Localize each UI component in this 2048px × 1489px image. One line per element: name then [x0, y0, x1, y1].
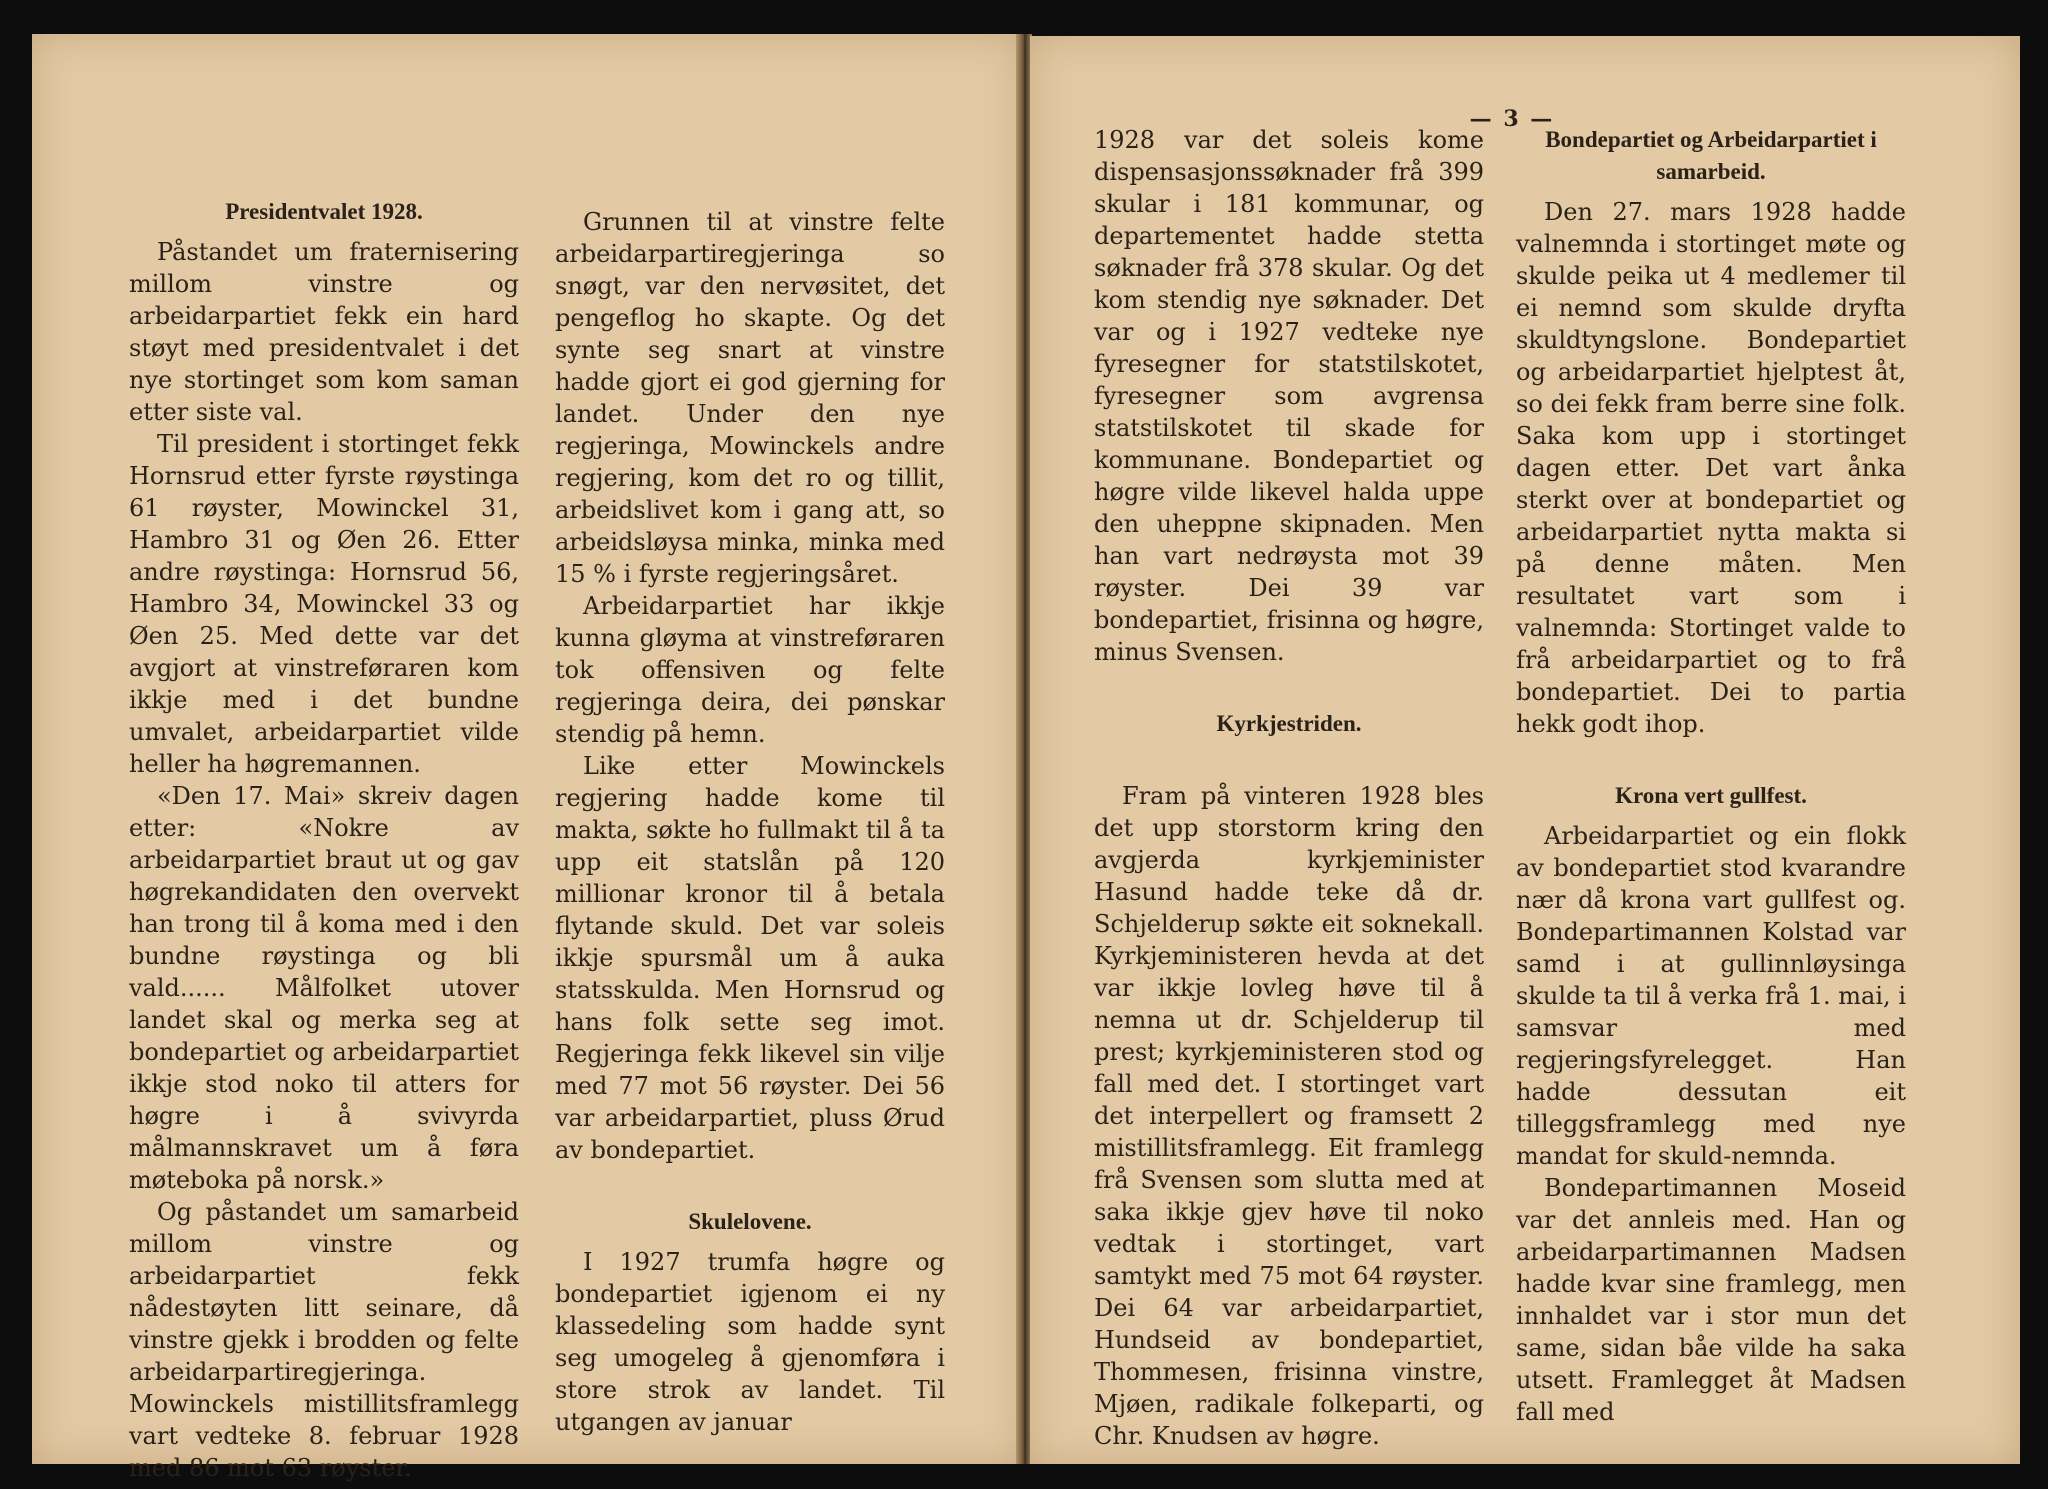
right-page-column-1: [1094, 124, 1484, 1452]
heading-kyrkjestriden: Kyrkjestriden.: [1216, 711, 1362, 736]
paragraph: 1928 var det soleis kome dispensasjonssøknader frå 399 skular i 181 kommunar, og departementet hadde stetta søknader frå 378 skular. Og det kom stendig nye søknader. Det var og i 1927 vedteke nye fyresegner for statstilskotet, fyresegner som avgrensa statstilskotet til skade for kommunane. Bondepartiet og høgre vilde likevel halda uppe den uheppne skipnaden. Men han vart nedrøysta mot 39 røyster. Dei 39 var bondepartiet, frisinna og høgre, minus Svensen.: [1094, 126, 1484, 666]
paragraph: Og påstandet um samarbeid millom vinstre og arbeidarpartiet fekk nådestøyten litt seinare, då vinstre gjekk i brodden og felte arbeidarpartiregjeringa. Mowinckels mistillitsframlegg vart vedteke 8. februar 1928 med 86 mot 63 røyster.: [129, 1198, 519, 1482]
heading-samarbeid: Bondepartiet og Arbeidarpartiet i samarbeid.: [1545, 127, 1877, 184]
left-page-column-1: [129, 196, 519, 1484]
paragraph: Arbeidarpartiet og ein flokk av bondepartiet stod kvarandre nær då krona vart gullfest og. Bondepartimannen Kolstad var samd i at gullinnløysinga skulde ta til å verka frå 1. mai, i samsvar med regjeringsfyrelegget. Han hadde dessutan eit tilleggsframlegg med nye mandat for skuld-nemnda.: [1516, 822, 1906, 1170]
paragraph: Grunnen til at vinstre felte arbeidarpartiregjeringa so snøgt, var den nervøsitet, det pengeflog ho skapte. Og det synte seg snart at vinstre hadde gjort ei god gjerning for landet. Under den nye regjeringa, Mowinckels andre regjering, kom det ro og tillit, arbeidslivet kom i gang att, so arbeidsløysa minka, minka med 15 % i fyrste regjeringsåret.: [555, 208, 945, 588]
paragraph: I 1927 trumfa høgre og bondepartiet igjenom ei ny klassedeling som hadde synt seg umogeleg å gjenomføra i store strok av landet. Til utgangen av januar: [555, 1248, 945, 1436]
page-number: — 3 —: [1469, 106, 1555, 132]
left-page: [32, 34, 1022, 1482]
paragraph: Til president i stortinget fekk Hornsrud etter fyrste røystinga 61 røyster, Mowinckel 31, Hambro 31 og Øen 26. Etter andre røystinga: Hornsrud 56, Hambro 34, Mowinckel 33 og Øen 25. Med dette var det avgjort at vinstreføraren kom ikkje med i det bundne umvalet, arbeidarpartiet vilde heller ha høgremannen.: [129, 430, 519, 778]
right-page-column-2: [1516, 124, 1906, 1428]
heading-skulelovene: Skulelovene.: [688, 1209, 812, 1234]
paragraph: Fram på vinteren 1928 bles det upp storstorm kring den avgjerda kyrkjeminister Hasund hadde teke då dr. Schjelderup søkte eit soknekall. Kyrkjeministeren hevda at det var ikkje lovleg høve til å nemna ut dr. Schjelderup til prest; kyrkjeministeren stod og fall med det. I stortinget vart det interpellert og framsett 2 mistillitsframlegg. Eit framlegg frå Svensen som slutta med at saka ikkje gjev høve til noko vedtak i stortinget, vart samtykt med 75 mot 64 røyster. Dei 64 var arbeidarpartiet, Hundseid av bondepartiet, Thommesen, frisinna vinstre, Mjøen, radikale folkeparti, og Chr. Knudsen av høgre.: [1094, 782, 1484, 1450]
heading-presidentvalet: Presidentvalet 1928.: [225, 199, 423, 224]
paragraph: Bondepartimannen Moseid var det annleis med. Han og arbeidarpartimannen Madsen hadde kvar sine framlegg, men innhaldet var i stor mun det same, sidan båe vilde ha saka utsett. Framlegget åt Madsen fall med: [1516, 1174, 1906, 1426]
heading-krona: Krona vert gullfest.: [1615, 783, 1807, 808]
left-page-column-2: [555, 206, 945, 1438]
paragraph: Den 27. mars 1928 hadde valnemnda i stortinget møte og skulde peika ut 4 medlemer til ei nemnd som skulde dryfta skuldtyngslone. Bondepartiet og arbeidarpartiet hjelptest åt, so dei fekk fram berre sine folk. Saka kom upp i stortinget dagen etter. Det vart ånka sterkt over at bondepartiet og arbeidarpartiet nytta makta si på denne måten. Men resultatet vart som i valnemnda: Stortinget valde to frå arbeidarpartiet og to frå bondepartiet. Dei to partia hekk godt ihop.: [1516, 198, 1906, 738]
paragraph: Arbeidarpartiet har ikkje kunna gløyma at vinstreføraren tok offensiven og felte regjeringa deira, dei pønskar stendig på hemn.: [555, 592, 945, 748]
paragraph: Like etter Mowinckels regjering hadde kome til makta, søkte ho fullmakt til å ta upp eit statslån på 120 millionar kronor til å betala flytande skuld. Det var soleis ikkje spursmål um å auka statsskulda. Men Hornsrud og hans folk sette seg imot. Regjeringa fekk likevel sin vilje med 77 mot 56 røyster. Dei 56 var arbeidarpartiet, pluss Ørud av bondepartiet.: [555, 752, 945, 1164]
paragraph: «Den 17. Mai» skreiv dagen etter: «Nokre av arbeidarpartiet braut ut og gav høgrekandidaten den overvekt han trong til å koma med i den bundne røystinga og bli vald...... Målfolket utover landet skal og merka seg at bondepartiet og arbeidarpartiet ikkje stod noko til atters for høgre i å svivyrda målmannskravet um å føra møteboka på norsk.»: [129, 782, 519, 1194]
paragraph: Påstandet um fraternisering millom vinstre og arbeidarpartiet fekk ein hard støyt med presidentvalet i det nye stortinget som kom saman etter siste val.: [129, 238, 519, 426]
right-page: [1030, 36, 2020, 1464]
